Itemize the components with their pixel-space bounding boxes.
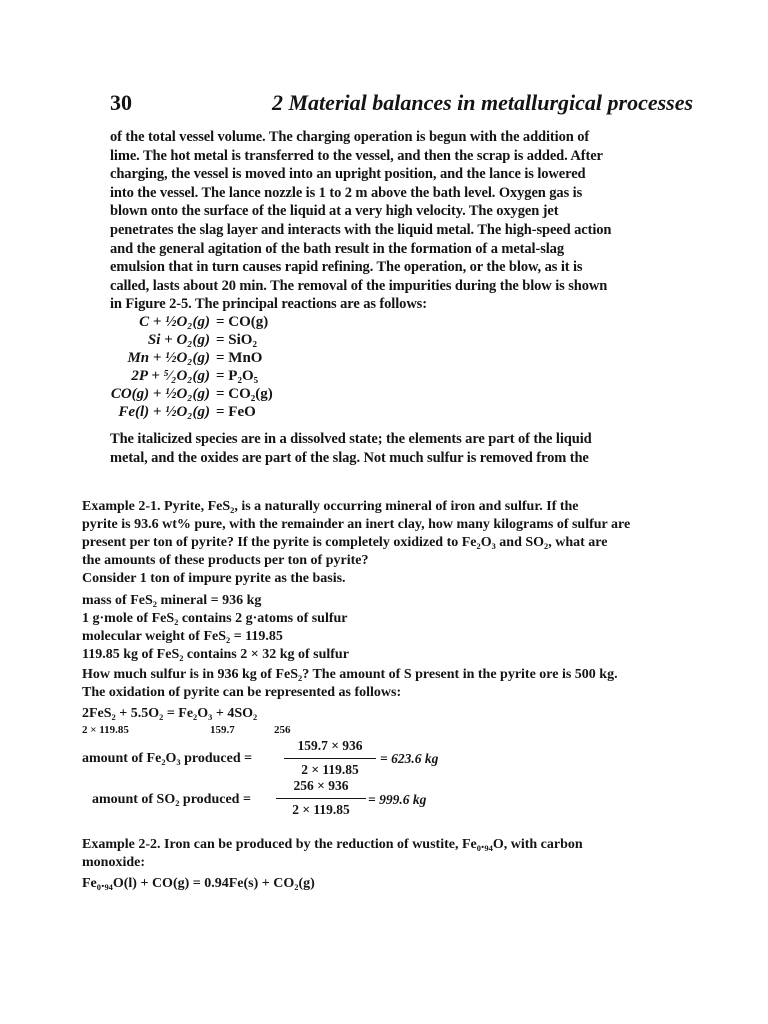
reaction-right: = P₂O₅ bbox=[216, 368, 259, 384]
text-line: penetrates the slag layer and interacts with the liquid metal. The high-speed action bbox=[110, 221, 612, 238]
reaction-right: = CO(g) bbox=[216, 314, 269, 330]
oxidation-equation: 2FeS₂ + 5.5O₂ = Fe₂O₃ + 4SO₂ bbox=[82, 706, 258, 721]
page-number: 30 bbox=[110, 90, 132, 115]
fe2o3-result bbox=[380, 751, 438, 767]
text-line: blown onto the surface of the liquid at a very high velocity. The oxygen jet bbox=[110, 203, 559, 220]
text-line: 119.85 kg of FeS₂ contains 2 × 32 kg of sulfur bbox=[82, 647, 349, 662]
fraction-bar bbox=[284, 758, 376, 759]
text-line: The italicized species are in a dissolved state; the elements are part of the liquid bbox=[110, 431, 592, 447]
result-text: = 999.6 kg bbox=[368, 792, 427, 807]
example-1-intro bbox=[82, 498, 670, 588]
molar-mass: 2 × 119.85 bbox=[82, 724, 129, 736]
text-line: monoxide: bbox=[82, 855, 145, 870]
text-line: metal, and the oxides are part of the slag. Not much sulfur is removed from the bbox=[110, 449, 589, 466]
text-line: The oxidation of pyrite can be represented as follows: bbox=[82, 685, 402, 700]
fe2o3-label: amount of Fe₂O₃ produced = bbox=[82, 751, 253, 766]
so2-label: amount of SO₂ produced = bbox=[92, 792, 251, 807]
reaction-right: = FeO bbox=[216, 404, 256, 420]
reaction-right: = SiO₂ bbox=[216, 332, 257, 348]
text-line: and the general agitation of the bath result in the formation of a metal-slag bbox=[110, 240, 564, 257]
reaction-left: Mn + ½O₂(g) bbox=[127, 350, 210, 366]
reaction-right: = CO₂(g) bbox=[216, 386, 273, 402]
example-2-intro bbox=[82, 836, 670, 872]
text-line: into the vessel. The lance nozzle is 1 to 2 m above the bath level. Oxygen gas is bbox=[110, 184, 583, 201]
result-text: = 623.6 kg bbox=[380, 751, 439, 766]
text-line: How much sulfur is in 936 kg of FeS₂? The amount of S present in the pyrite ore is 500 kg. bbox=[82, 667, 618, 682]
chapter-title: 2 Material balances in metallurgical processes bbox=[272, 90, 694, 115]
text-line: 1 g·mole of FeS₂ contains 2 g·atoms of sulfur bbox=[82, 611, 348, 626]
text-line: the amounts of these products per ton of pyrite? bbox=[82, 553, 369, 568]
reaction-left: C + ½O₂(g) bbox=[139, 314, 210, 330]
fe2o3-numerator: 159.7 × 936 bbox=[297, 738, 363, 753]
so2-numerator: 256 × 936 bbox=[293, 778, 349, 793]
text-line: Example 2-2. Iron can be produced by the reduction of wustite, Fe₀.₉₄O, with carbon bbox=[82, 837, 583, 852]
text-line: lime. The hot metal is transferred to the vessel, and then the scrap is added. After bbox=[110, 147, 603, 164]
reaction-left: Si + O₂(g) bbox=[147, 332, 210, 348]
example-1-question bbox=[82, 666, 670, 702]
paragraph-1 bbox=[110, 128, 680, 314]
so2-result bbox=[368, 792, 426, 808]
text-line: charging, the vessel is moved into an upright position, and the lance is lowered bbox=[110, 166, 586, 183]
text-line: pyrite is 93.6 wt% pure, with the remainder an inert clay, how many kilograms of sulfur are bbox=[82, 517, 631, 532]
text-line: mass of FeS₂ mineral = 936 kg bbox=[82, 593, 262, 608]
reaction-left: Fe(l) + ½O₂(g) bbox=[118, 404, 210, 420]
example-1-steps bbox=[82, 592, 670, 664]
molar-mass: 159.7 bbox=[210, 724, 235, 736]
reaction-left: 2P + ⁵⁄₂O₂(g) bbox=[131, 368, 210, 384]
text-line: present per ton of pyrite? If the pyrite is completely oxidized to Fe₂O₃ and SO₂, what are bbox=[82, 535, 608, 550]
text-line: called, lasts about 20 min. The removal of the impurities during the blow is shown bbox=[110, 277, 608, 294]
reaction-right: = MnO bbox=[216, 350, 263, 366]
fe2o3-denominator: 2 × 119.85 bbox=[301, 762, 359, 777]
text-line: molecular weight of FeS₂ = 119.85 bbox=[82, 629, 283, 644]
text-line: in Figure 2-5. The principal reactions are as follows: bbox=[110, 296, 427, 313]
text-line: emulsion that in turn causes rapid refining. The operation, or the blow, as it is bbox=[110, 259, 583, 276]
text-line: Example 2-1. Pyrite, FeS₂, is a naturally occurring mineral of iron and sulfur. If the bbox=[82, 499, 579, 514]
wustite-equation: Fe₀.₉₄O(l) + CO(g) = 0.94Fe(s) + CO₂(g) bbox=[82, 876, 315, 891]
molar-mass: 256 bbox=[274, 724, 291, 736]
text-line: of the total vessel volume. The charging operation is begun with the addition of bbox=[110, 129, 590, 145]
reaction-left: CO(g) + ½O₂(g) bbox=[110, 386, 210, 402]
fraction-bar bbox=[276, 798, 366, 799]
text-line: Consider 1 ton of impure pyrite as the basis. bbox=[82, 571, 346, 586]
so2-denominator: 2 × 119.85 bbox=[292, 802, 350, 817]
paragraph-2 bbox=[110, 430, 680, 467]
